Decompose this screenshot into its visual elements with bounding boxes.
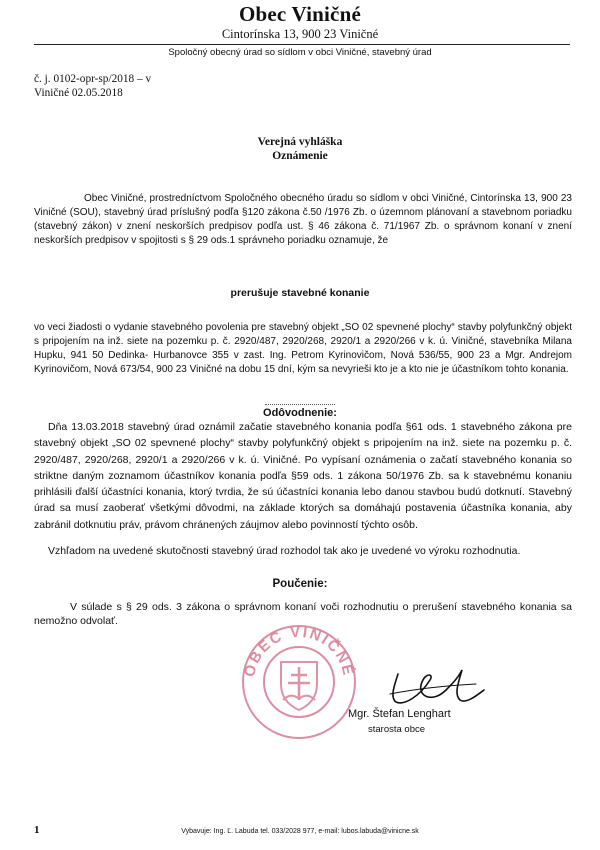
announcement-heading: Oznámenie bbox=[272, 150, 328, 162]
municipality-address: Cintorínska 13, 900 23 Viničné bbox=[221, 27, 379, 41]
reasoning-paragraph-1: Dňa 13.03.2018 stavebný úrad oznámil začatie stavebného konania podľa §61 ods. 1 stavebného zákona pre stavebný objekt „SO 02 spevnené plochy“ stavby polyfunkčný objekt s pripojením na inž. siete na pozemku p. č. 2920/487, 2920/268, 2920/1 a 2920/266 v k. ú. Viničné. Po vypísaní oznámenia o začatí stavebného konania so striktne daným zoznamom účastníkov konania podľa §59 ods. 1 zákona 50/1976 Zb. sa k stavebnému konaniu prihlásili ďalší účastníci konania, ktorý tvrdia, že sú účastníci konania lebo danou stavbou budú dotknutí. Stavebný úrad sa musí zaoberať všetkými dôvodmi, na základe ktorých sa domáhajú postavenia účastníka konania, aby zabránil dotknutiu práv, právom chránených záujmov alebo povinností týchto osôb. bbox=[34, 421, 572, 531]
municipality-title: Obec Viničné bbox=[239, 2, 361, 26]
reasoning-paragraph-2: Vzhľadom na uvedené skutočnosti stavebný úrad rozhodol tak ako je uvedené vo výroku rozhodnutia. bbox=[48, 545, 521, 557]
svg-text:OBEC VINIČNÉ: OBEC VINIČNÉ bbox=[241, 623, 357, 679]
intro-paragraph: Obec Viničné, prostredníctvom Spoločného obecného úradu so sídlom v obci Viničné, Cintorínska 13, 900 23 Viničné (SOU), stavebný úrad príslušný podľa §120 zákona č.50 /1976 Zb. o územnom plánovaní a stavebnom poriadku (stavebný zákon) v znení neskorších predpisov podľa ust. § 46 zákona č. 71/1967 Zb. o správnom konaní v znení neskorších predpisov v spojitosti s § 29 ods.1 správneho poriadku oznamuje, že bbox=[34, 193, 572, 246]
coat-of-arms-icon bbox=[281, 662, 317, 710]
notice-heading: Verejná vyhláška bbox=[257, 136, 343, 148]
decision-text: vo veci žiadosti o vydanie stavebného povolenia pre stavebný objekt „SO 02 spevnené plochy“ stavby polyfunkčný objekt s pripojením na inž. siete na pozemku p. č. 2920/487, 2920/268, 2920/1 a 2920/266 v k. ú. Viničné, stavebníka Milana Hupku, 941 50 Dedinka- Hurbanovce 355 v zast. Ing. Petrom Kyrinovičom, Nová 536/55, 900 23 a Mgr. Andrejom Kyrinovičom, Nová 673/54, 900 23 Viničné na dobu 15 dní, kým sa nevyrieši kto je a kto nie je účastníkom tohto konania. bbox=[34, 322, 572, 375]
reasoning-heading: Odôvodnenie: bbox=[263, 407, 337, 419]
instruction-text: V súlade s § 29 ods. 3 zákona o správnom konaní voči rozhodnutiu o prerušení stavebného konania sa nemožno odvolať. bbox=[34, 601, 572, 627]
document-date: Viničné 02.05.2018 bbox=[34, 87, 123, 99]
instruction-heading: Poučenie: bbox=[272, 578, 328, 590]
header-divider bbox=[34, 44, 570, 45]
reference-number: č. j. 0102-opr-sp/2018 – v bbox=[34, 73, 152, 85]
official-stamp bbox=[236, 620, 362, 740]
signatory-role: starosta obce bbox=[368, 724, 426, 735]
decision-statement: prerušuje stavebné konanie bbox=[230, 287, 370, 299]
office-name: Spoločný obecný úrad so sídlom v obci Viničné, stavebný úrad bbox=[168, 47, 432, 58]
page-number: 1 bbox=[34, 824, 40, 836]
footer-contact: Vybavuje: Ing. Ľ. Labuda tel. 033/2028 977, e-mail: lubos.labuda@vinicne.sk bbox=[181, 828, 419, 835]
handwritten-signature bbox=[380, 660, 500, 714]
signatory-name: Mgr. Štefan Lenghart bbox=[348, 708, 451, 720]
section-divider bbox=[265, 404, 335, 405]
